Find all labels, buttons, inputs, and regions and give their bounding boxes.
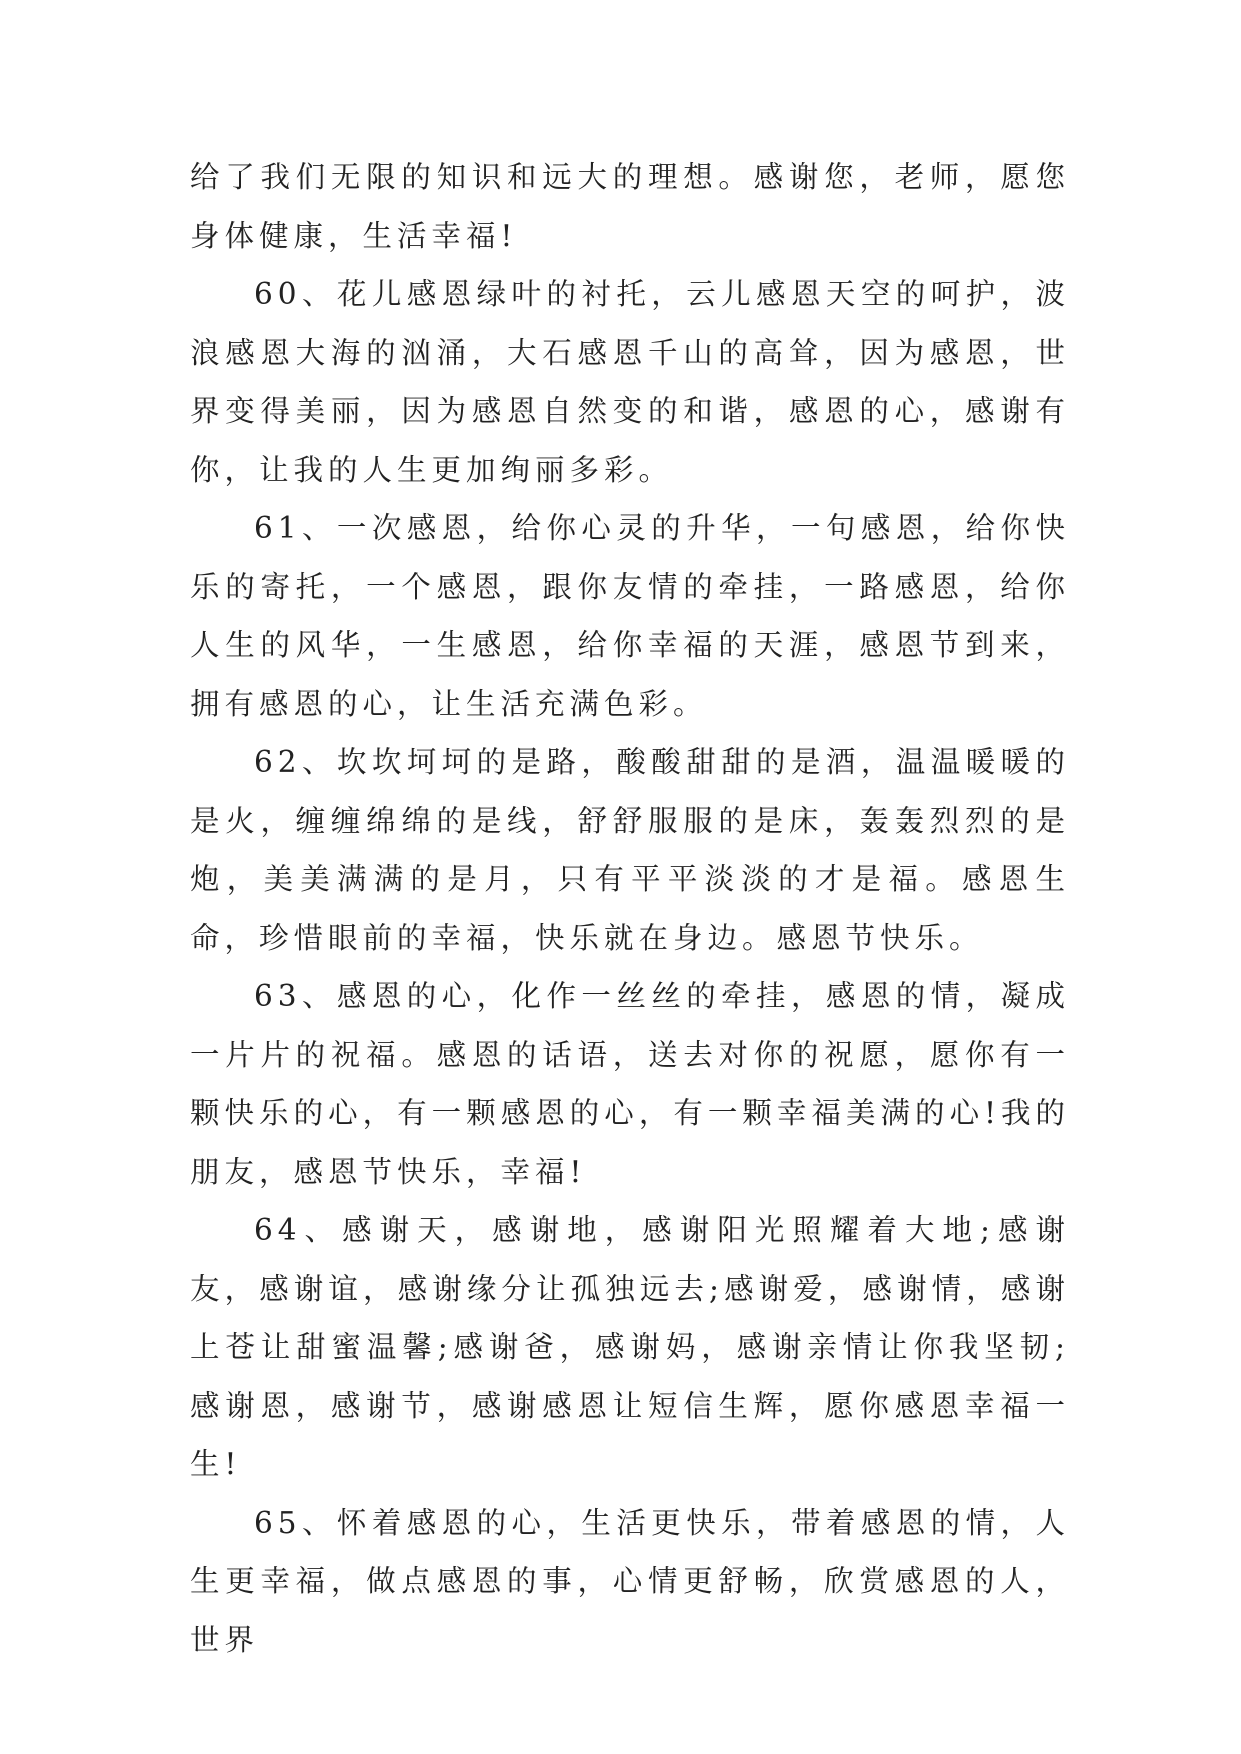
paragraph-60: 60、花儿感恩绿叶的衬托，云儿感恩天空的呵护，波浪感恩大海的汹涌，大石感恩千山的高耸，因为感恩，世界变得美丽，因为感恩自然变的和谐，感恩的心，感谢有你，让我的人生更加绚丽多彩。	[190, 277, 1070, 487]
document-page	[190, 148, 1070, 1669]
paragraph-62: 62、坎坎坷坷的是路，酸酸甜甜的是酒，温温暖暖的是火，缠缠绵绵的是线，舒舒服服的是床，轰轰烈烈的是炮，美美满满的是月，只有平平淡淡的才是福。感恩生命，珍惜眼前的幸福，快乐就在身边。感恩节快乐。	[190, 745, 1070, 955]
paragraph-63: 63、感恩的心，化作一丝丝的牵挂，感恩的情，凝成一片片的祝福。感恩的话语，送去对你的祝愿，愿你有一颗快乐的心，有一颗感恩的心，有一颗幸福美满的心!我的朋友，感恩节快乐，幸福!	[190, 979, 1070, 1189]
paragraph-65: 65、怀着感恩的心，生活更快乐，带着感恩的情，人生更幸福，做点感恩的事，心情更舒畅，欣赏感恩的人，世界	[190, 1505, 1070, 1657]
paragraph-61: 61、一次感恩，给你心灵的升华，一句感恩，给你快乐的寄托，一个感恩，跟你友情的牵挂，一路感恩，给你人生的风华，一生感恩，给你幸福的天涯，感恩节到来，拥有感恩的心，让生活充满色彩。	[190, 511, 1070, 721]
paragraph-continuation: 给了我们无限的知识和远大的理想。感谢您，老师，愿您身体健康，生活幸福!	[190, 160, 1070, 253]
paragraph-64: 64、感谢天，感谢地，感谢阳光照耀着大地;感谢友，感谢谊，感谢缘分让孤独远去;感谢爱，感谢情，感谢上苍让甜蜜温馨;感谢爸，感谢妈，感谢亲情让你我坚韧;感谢恩，感谢节，感谢感恩让短信生辉，愿你感恩幸福一生!	[190, 1213, 1070, 1481]
